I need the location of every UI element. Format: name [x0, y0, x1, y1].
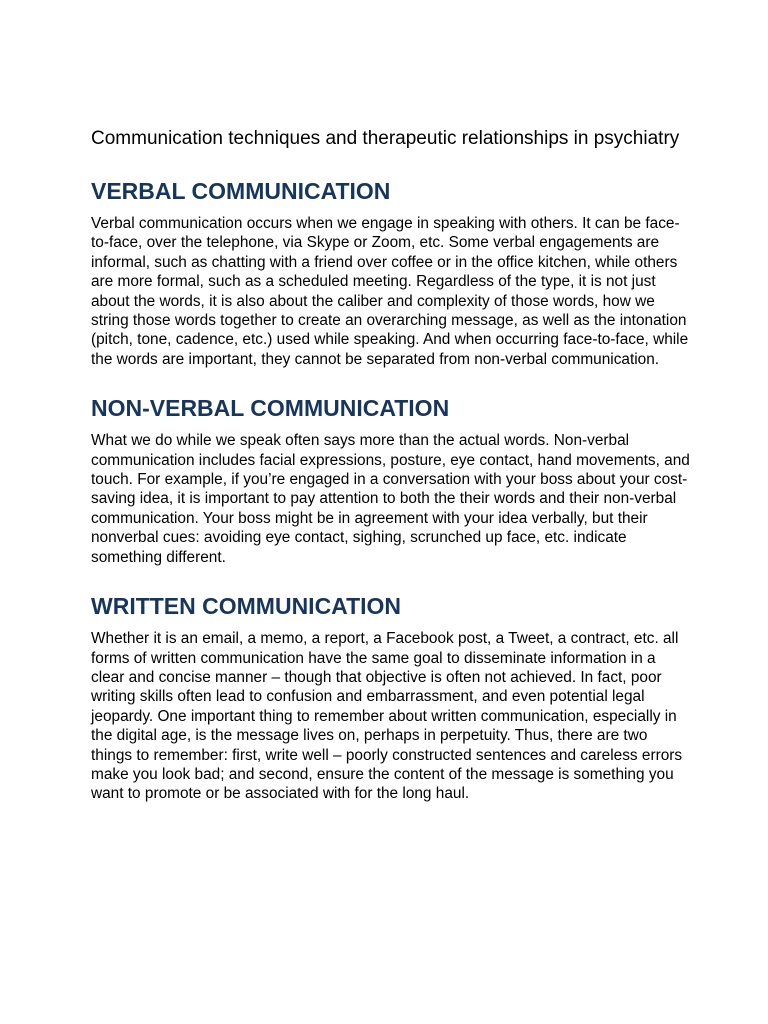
document-title: Communication techniques and therapeutic relationships in psychiatry	[91, 128, 680, 149]
section-verbal-communication	[91, 176, 691, 369]
section-heading: WRITTEN COMMUNICATION	[91, 593, 402, 620]
section-non-verbal-communication	[91, 393, 691, 567]
section-written-communication	[91, 591, 691, 804]
section-paragraph: Whether it is an email, a memo, a report, a Facebook post, a Tweet, a contract, etc. all forms of written communication have the same goal to disseminate information in a clear and concise manner – though that objective is often not achieved. In fact, poor writing skills often lead to confusion and embarrassment, and even potential legal jeopardy. One important thing to remember about written communication, especially in the digital age, is the message lives on, perhaps in perpetuity. Thus, there are two things to remember: first, write well – poorly constructed sentences and careless errors make you look bad; and second, ensure the content of the message is something you want to promote or be associated with for the long haul.	[91, 630, 683, 803]
section-paragraph: What we do while we speak often says more than the actual words. Non-verbal communication includes facial expressions, posture, eye contact, hand movements, and touch. For example, if you’re engaged in a conversation with your boss about your cost-saving idea, it is important to pay attention to both the their words and their non-verbal communication. Your boss might be in agreement with your idea verbally, but their nonverbal cues: avoiding eye contact, sighing, scrunched up face, etc. indicate something different.	[91, 432, 690, 566]
section-heading: VERBAL COMMUNICATION	[91, 178, 391, 204]
document-page	[91, 124, 691, 828]
section-heading: NON-VERBAL COMMUNICATION	[91, 395, 450, 422]
section-paragraph: Verbal communication occurs when we engage in speaking with others. It can be face-to-face, over the telephone, via Skype or Zoom, etc. Some verbal engagements are informal, such as chatting with a friend over coffee or in the office kitchen, while others are more formal, such as a scheduled meeting. Regardless of the type, it is not just about the words, it is also about the caliber and complexity of those words, how we string those words together to create an overarching message, as well as the intonation (pitch, tone, cadence, etc.) used while speaking. And when occurring face-to-face, while the words are important, they cannot be separated from non-verbal communication.	[91, 215, 689, 368]
